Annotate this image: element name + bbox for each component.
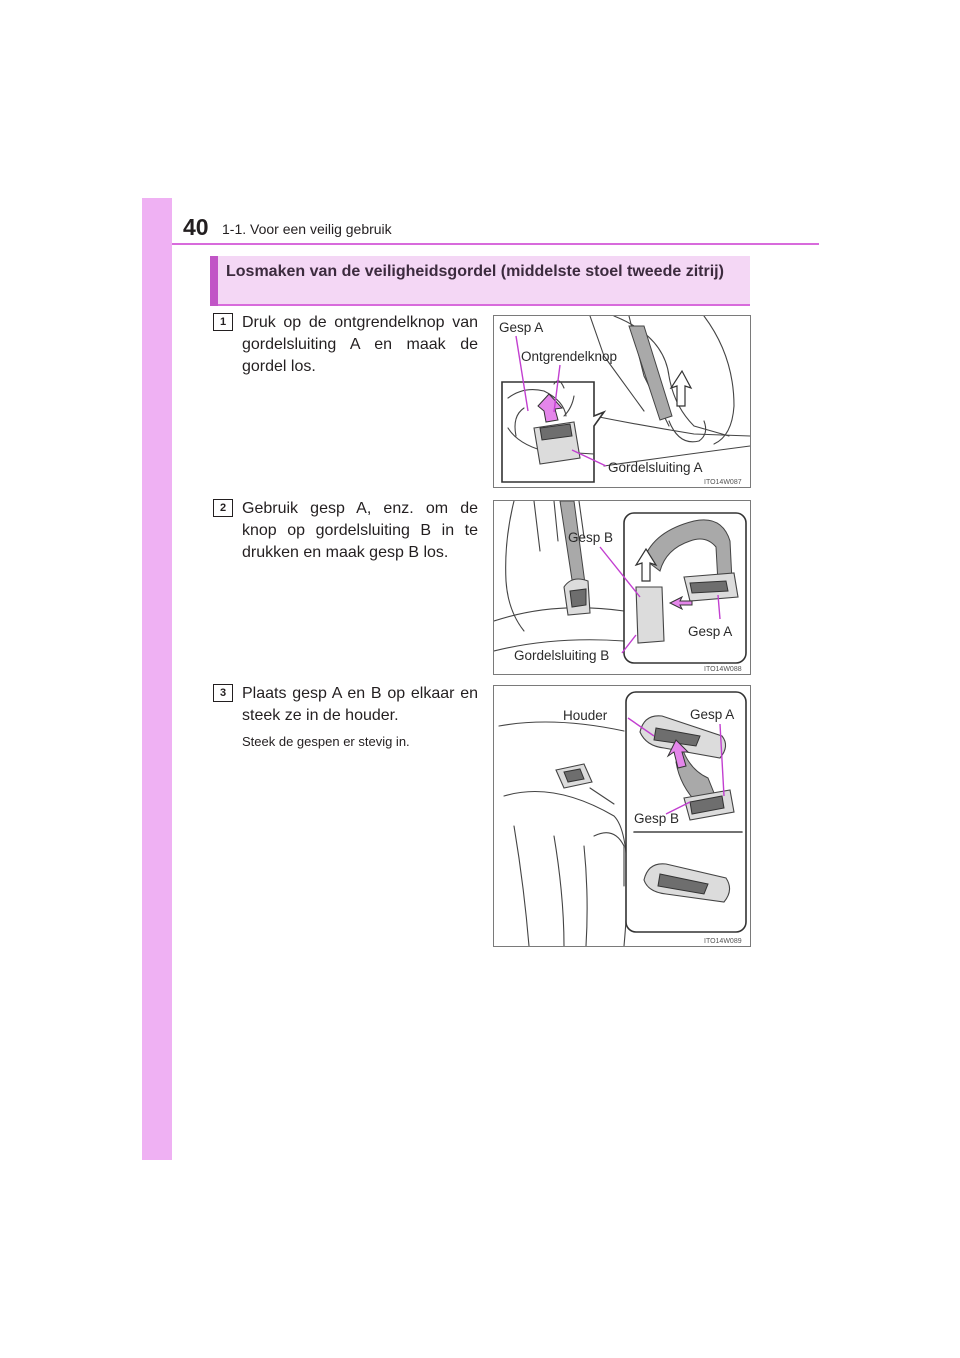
- page-number: 40: [183, 214, 209, 240]
- figure-id-2: ITO14W088: [704, 666, 742, 673]
- illustration-step-3: [494, 686, 750, 946]
- label-holder: Houder: [563, 708, 608, 723]
- figure-step-3: [493, 685, 751, 947]
- step-number-1: 1: [213, 313, 233, 331]
- step-number-2: 2: [213, 499, 233, 517]
- step-text-2: Gebruik gesp A, enz. om de knop op gordelsluiting B in te drukken en maak gesp B los.: [242, 500, 478, 561]
- step-number-3: 3: [213, 684, 233, 702]
- figure-id-3: ITO14W089: [704, 938, 742, 945]
- label-lock-a: Gordelsluiting A: [608, 460, 703, 475]
- section-heading-accent-bar: [210, 256, 218, 306]
- label-buckle-a-2: Gesp A: [688, 624, 733, 639]
- illustration-step-1: [494, 316, 750, 487]
- label-buckle-a-1: Gesp A: [499, 320, 544, 335]
- running-title: 1-1. Voor een veilig gebruik: [222, 221, 392, 237]
- label-lock-b: Gordelsluiting B: [514, 648, 610, 663]
- step-text-3: Plaats gesp A en B op elkaar en steek ze in de houder.: [242, 685, 478, 724]
- label-buckle-b: Gesp B: [568, 530, 614, 545]
- step-note-3: Steek de gespen er stevig in.: [242, 734, 410, 749]
- label-release-button: Ontgrendelknop: [521, 349, 618, 364]
- figure-step-1: [493, 315, 751, 488]
- section-heading-box: [210, 256, 750, 306]
- label-buckle-b-3: Gesp B: [634, 811, 680, 826]
- illustration-step-2: [494, 501, 750, 674]
- figure-step-2: [493, 500, 751, 675]
- chapter-side-strip: [142, 198, 172, 1160]
- step-text-1: Druk op de ontgrendelknop van gordelsluiting A en maak de gordel los.: [242, 314, 478, 375]
- label-buckle-a-3: Gesp A: [690, 707, 735, 722]
- figure-id-1: ITO14W087: [704, 479, 742, 486]
- section-title: Losmaken van de veiligheidsgordel (middelste stoel tweede zitrij): [226, 263, 724, 280]
- header-divider: [172, 243, 819, 245]
